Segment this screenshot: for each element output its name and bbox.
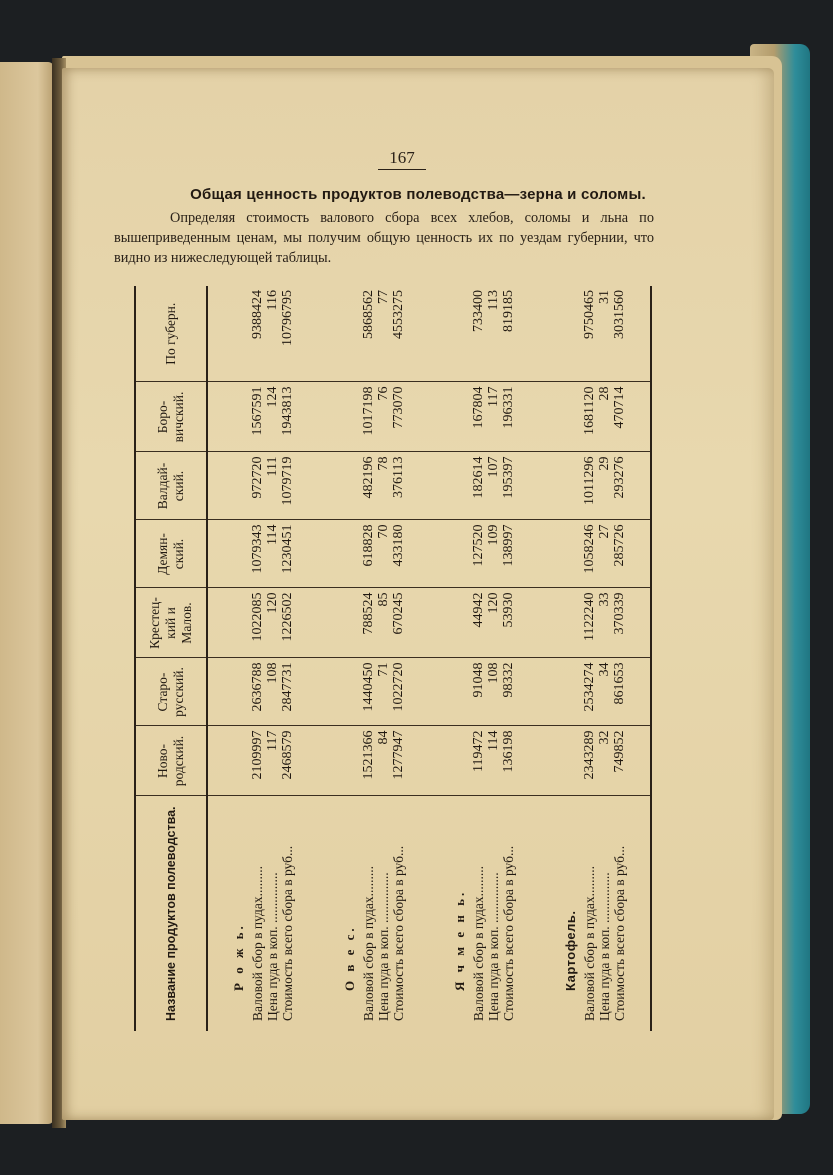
cell-value: 111 (265, 456, 281, 477)
cell-value: 1226502 (280, 592, 296, 642)
cell-value: 182614 (471, 456, 487, 499)
cell-value: 107 (486, 456, 502, 478)
cell-spacer (452, 387, 467, 452)
value-cell (429, 452, 539, 520)
value-cell (319, 382, 429, 452)
value-cell (207, 520, 319, 588)
value-cell (207, 452, 319, 520)
cell-spacer (563, 457, 578, 520)
cell-value: 1022720 (390, 662, 406, 712)
cell-spacer (452, 731, 467, 796)
cell-value: 9388424 (250, 290, 266, 339)
cell-value: 1440450 (360, 662, 376, 712)
row-label: Валовой сбор в пудах......... (581, 866, 597, 1021)
cell-value: 773070 (390, 386, 406, 429)
cell-value: 1521366 (360, 730, 376, 780)
row-label: Валовой сбор в пудах......... (250, 866, 266, 1021)
cell-value: 2636788 (250, 662, 266, 712)
cell-value: 470714 (611, 386, 627, 429)
table-header-row (135, 286, 207, 1031)
cell-value: 285726 (611, 524, 627, 567)
row-label: Валовой сбор в пудах......... (471, 866, 487, 1021)
cell-spacer (342, 457, 357, 520)
crop-value-table (134, 286, 652, 1031)
cell-spacer (231, 290, 246, 382)
cell-value: 1681120 (581, 386, 597, 435)
intro-paragraph: Определяя стоимость валового сбора всех хлебов, соломы и льна по вышеприведенным ценам, мы получим общую ценность их по уездам губернии, что видно из нижеследующей таблицы. (114, 210, 654, 266)
cell-value: 32 (596, 730, 612, 745)
cell-value: 44942 (471, 592, 487, 628)
crop-title: Я ч м е н ь. (452, 889, 468, 991)
cell-value: 2534274 (581, 662, 597, 712)
cell-value: 2109997 (250, 730, 266, 780)
crop-title: О в е с. (341, 925, 357, 991)
row-label: Стоимость всего сбора в руб... (390, 845, 406, 1021)
cell-spacer (342, 731, 357, 796)
cell-value: 29 (596, 456, 612, 471)
cell-spacer (452, 457, 467, 520)
cell-value: 2343289 (581, 730, 597, 780)
table-row (429, 286, 539, 1031)
cell-value: 1058246 (581, 524, 597, 574)
cell-spacer (342, 593, 357, 658)
cell-value: 1122240 (581, 592, 597, 641)
value-cell (539, 452, 651, 520)
rotated-table-holder (134, 286, 652, 1031)
cell-value: 76 (375, 386, 391, 401)
cell-value: 117 (265, 730, 281, 751)
cell-spacer (342, 525, 357, 588)
value-cell (319, 520, 429, 588)
cell-value: 1943813 (280, 386, 296, 436)
cell-value: 10796795 (280, 290, 296, 346)
cell-value: 77 (375, 290, 391, 304)
cell-value: 78 (375, 456, 391, 471)
row-label: Валовой сбор в пудах......... (360, 866, 376, 1021)
value-cell (319, 588, 429, 658)
value-cell (429, 286, 539, 382)
cell-value: 119472 (471, 730, 487, 772)
cell-value: 3031560 (611, 290, 627, 339)
cell-value: 120 (265, 592, 281, 614)
cell-value: 108 (265, 662, 281, 684)
value-cell (539, 520, 651, 588)
row-label: Стоимость всего сбора в руб... (611, 845, 627, 1021)
page-number: 167 (389, 148, 415, 167)
cell-value: 819185 (501, 290, 517, 332)
cell-value: 34 (596, 662, 612, 677)
rotated-table (134, 286, 652, 1031)
cell-value: 788524 (360, 592, 376, 635)
cell-value: 113 (486, 290, 502, 311)
cell-value: 84 (375, 730, 391, 745)
cell-value: 376113 (390, 456, 406, 498)
cell-value: 114 (265, 524, 281, 545)
cell-spacer (563, 731, 578, 796)
table-row (207, 286, 319, 1031)
cell-value: 1230451 (280, 524, 296, 574)
cell-value: 117 (486, 386, 502, 407)
value-cell (429, 726, 539, 796)
cell-value: 167804 (471, 386, 487, 429)
cell-spacer (452, 663, 467, 726)
cell-value: 1567591 (250, 386, 266, 436)
value-cell (539, 382, 651, 452)
cell-value: 108 (486, 662, 502, 684)
cell-spacer (231, 525, 246, 588)
cell-value: 114 (486, 730, 502, 751)
column-header: Старо-русский. (135, 658, 207, 726)
cell-value: 1079343 (250, 524, 266, 574)
row-labels-cell (539, 796, 651, 1031)
row-labels-cell (207, 796, 319, 1031)
row-label: Цена пуда в коп. ............... (596, 872, 612, 1021)
value-cell (539, 286, 651, 382)
cell-spacer (231, 457, 246, 520)
table-body (207, 286, 651, 1031)
value-cell (207, 286, 319, 382)
cell-value: 28 (596, 386, 612, 401)
left-page-edge (0, 62, 54, 1124)
cell-value: 9750465 (581, 290, 597, 339)
cell-value: 670245 (390, 592, 406, 635)
column-header: Боро-вичский. (135, 382, 207, 452)
value-cell (429, 382, 539, 452)
cell-spacer (452, 525, 467, 588)
cell-value: 27 (596, 524, 612, 539)
name-column-header: Название продуктов полеводства. (135, 796, 207, 1031)
value-cell (207, 726, 319, 796)
row-label: Цена пуда в коп. ............... (486, 872, 502, 1021)
row-label: Цена пуда в коп. ............... (375, 872, 391, 1021)
cell-spacer (231, 593, 246, 658)
book-page (62, 68, 774, 1120)
cell-spacer (231, 663, 246, 726)
cell-value: 70 (375, 524, 391, 539)
crop-title: Р о ж ь. (231, 923, 247, 991)
cell-value: 127520 (471, 524, 487, 567)
cell-spacer (452, 290, 467, 382)
page-number-rule (378, 169, 426, 170)
row-label: Стоимость всего сбора в руб... (280, 845, 296, 1021)
column-header: Крестец-кий и Малов. (135, 588, 207, 658)
cell-spacer (342, 663, 357, 726)
value-cell (319, 452, 429, 520)
table-row (319, 286, 429, 1031)
row-labels-cell (429, 796, 539, 1031)
cell-value: 120 (486, 592, 502, 614)
value-cell (207, 658, 319, 726)
value-cell (539, 726, 651, 796)
cell-value: 109 (486, 524, 502, 546)
cell-value: 433180 (390, 524, 406, 567)
value-cell (319, 286, 429, 382)
cell-spacer (452, 593, 467, 658)
value-cell (429, 520, 539, 588)
cell-value: 124 (265, 386, 281, 408)
table-row (539, 286, 651, 1031)
row-labels-cell (319, 796, 429, 1031)
cell-value: 2847731 (280, 662, 296, 712)
cell-value: 1017198 (360, 386, 376, 436)
cell-value: 861653 (611, 662, 627, 705)
value-cell (319, 726, 429, 796)
cell-value: 196331 (501, 386, 517, 429)
cell-spacer (563, 525, 578, 588)
column-header: Демян-ский. (135, 520, 207, 588)
cell-value: 85 (375, 592, 391, 607)
cell-spacer (563, 290, 578, 382)
cell-value: 5868562 (360, 290, 376, 339)
cell-value: 1277947 (390, 730, 406, 780)
row-label: Стоимость всего сбора в руб... (501, 845, 517, 1021)
value-cell (207, 382, 319, 452)
value-cell (429, 588, 539, 658)
cell-value: 618828 (360, 524, 376, 567)
cell-value: 293276 (611, 456, 627, 499)
value-cell (539, 658, 651, 726)
cell-value: 482196 (360, 456, 376, 499)
cell-value: 33 (596, 592, 612, 607)
value-cell (207, 588, 319, 658)
cell-spacer (563, 387, 578, 452)
cell-value: 195397 (501, 456, 517, 499)
cell-value: 116 (265, 290, 281, 311)
cell-value: 733400 (471, 290, 487, 332)
column-header: Валдай-ский. (135, 452, 207, 520)
cell-spacer (231, 387, 246, 452)
cell-spacer (563, 593, 578, 658)
cell-spacer (231, 731, 246, 796)
cell-value: 53930 (501, 592, 517, 628)
section-heading: Общая ценность продуктов полеводства—зерна и соломы. (190, 186, 646, 203)
cell-value: 31 (596, 290, 612, 304)
cell-value: 370339 (611, 592, 627, 635)
row-label: Цена пуда в коп. ............... (265, 872, 281, 1021)
cell-value: 2468579 (280, 730, 296, 780)
cell-value: 749852 (611, 730, 627, 773)
cell-spacer (342, 290, 357, 382)
value-cell (539, 588, 651, 658)
crop-title: Картофель. (562, 910, 578, 991)
cell-value: 1079719 (280, 456, 296, 506)
cell-value: 1022085 (250, 592, 266, 642)
cell-value: 972720 (250, 456, 266, 499)
value-cell (319, 658, 429, 726)
cell-value: 98332 (501, 662, 517, 698)
column-header: Ново-родский. (135, 726, 207, 796)
cell-value: 4553275 (390, 290, 406, 339)
cell-value: 71 (375, 662, 391, 677)
value-cell (429, 658, 539, 726)
cell-value: 136198 (501, 730, 517, 773)
cell-value: 91048 (471, 662, 487, 698)
cell-value: 138997 (501, 524, 517, 567)
cell-value: 1011296 (581, 456, 597, 505)
cell-spacer (342, 387, 357, 452)
column-header: По губерн. (135, 286, 207, 382)
cell-spacer (563, 663, 578, 726)
